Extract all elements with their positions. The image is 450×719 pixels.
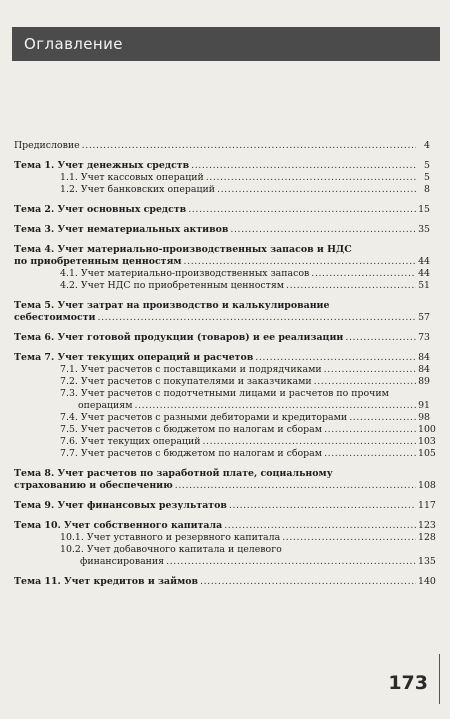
dot-leader: [184, 256, 416, 268]
toc-page-number: 91: [418, 400, 430, 411]
toc-page-number: 8: [424, 184, 430, 195]
toc-subentry[interactable]: [14, 268, 430, 280]
dot-leader: [314, 376, 416, 388]
dot-leader: [188, 204, 416, 216]
toc-entry-title: Тема 5. Учет затрат на производство и калькулирование: [14, 300, 330, 311]
toc-page-number: 44: [418, 268, 430, 279]
toc-entry[interactable]: [14, 500, 436, 512]
dot-leader: [82, 140, 416, 152]
toc-entry-title: страхованию и обеспечению: [14, 480, 173, 491]
toc-entry-title: Тема 1. Учет денежных средств: [14, 160, 190, 171]
toc-entry-title: 7.7. Учет расчетов с бюджетом по налогам и сборам: [60, 448, 323, 459]
dot-leader: [175, 480, 416, 492]
dot-leader: [229, 500, 416, 512]
toc-page-number: 98: [418, 412, 430, 423]
toc-entry-title: 4.2. Учет НДС по приобретенным ценностям: [60, 280, 285, 291]
toc-entry-title: 4.1. Учет материально-производственных запасов: [60, 268, 310, 279]
toc-entry-title: Тема 9. Учет финансовых результатов: [14, 500, 227, 511]
toc-page-number: 51: [418, 280, 430, 291]
toc-page-number: 35: [418, 224, 430, 235]
toc-entry-title: 10.1. Учет уставного и резервного капитала: [60, 532, 281, 543]
dot-leader: [324, 364, 416, 376]
toc-page-number: 117: [418, 500, 436, 511]
toc-entry-title: Тема 11. Учет кредитов и займов: [14, 576, 198, 587]
toc-entry[interactable]: [14, 468, 436, 492]
dot-leader: [324, 424, 416, 436]
toc-title: Оглавление: [24, 35, 123, 53]
toc-entry-title: Тема 7. Учет текущих операций и расчетов: [14, 352, 254, 363]
toc-subentry[interactable]: [14, 544, 436, 568]
dot-leader: [97, 312, 416, 324]
toc-entry-title: себестоимости: [14, 312, 96, 323]
toc-entry[interactable]: [14, 300, 430, 324]
dot-leader: [224, 520, 416, 532]
toc-page-number: 44: [418, 256, 430, 267]
toc-entry-title: Тема 6. Учет готовой продукции (товаров) и ее реализации: [14, 332, 344, 343]
dot-leader: [286, 280, 416, 292]
table-of-contents: [14, 140, 436, 588]
dot-leader: [200, 576, 416, 588]
toc-subentry[interactable]: [14, 532, 436, 544]
toc-entry-title: 1.1. Учет кассовых операций: [60, 172, 204, 183]
dot-leader: [345, 332, 416, 344]
dot-leader: [282, 532, 416, 544]
toc-entry-title: 7.4. Учет расчетов с разными дебиторами и кредиторами: [60, 412, 348, 423]
dot-leader: [324, 448, 416, 460]
toc-entry[interactable]: [14, 224, 430, 236]
toc-page-number: 105: [418, 448, 436, 459]
dot-leader: [311, 268, 416, 280]
dot-leader: [230, 224, 416, 236]
toc-subentry[interactable]: [14, 364, 430, 376]
toc-page-number: 128: [418, 532, 436, 543]
toc-page-number: 84: [418, 364, 430, 375]
dot-leader: [349, 412, 416, 424]
toc-entry-title: Тема 8. Учет расчетов по заработной плате, социальному: [14, 468, 333, 479]
toc-entry[interactable]: [14, 332, 430, 344]
toc-subentry[interactable]: [14, 280, 430, 292]
toc-page-number: 5: [424, 160, 430, 171]
dot-leader: [217, 184, 416, 196]
toc-entry-title: Тема 4. Учет материально-производственных запасов и НДС: [14, 244, 352, 255]
toc-page-number: 135: [418, 556, 436, 567]
dot-leader: [206, 172, 416, 184]
toc-entry-title: 7.5. Учет расчетов с бюджетом по налогам и сборам: [60, 424, 323, 435]
toc-entry-title: Тема 3. Учет нематериальных активов: [14, 224, 229, 235]
toc-entry-title: Тема 10. Учет собственного капитала: [14, 520, 223, 531]
dot-leader: [202, 436, 416, 448]
toc-entry-title: 7.3. Учет расчетов с подотчетными лицами и расчетов по прочим: [60, 388, 389, 399]
toc-subentry[interactable]: [14, 424, 436, 436]
toc-subentry[interactable]: [14, 412, 430, 424]
toc-page-number: 84: [418, 352, 430, 363]
toc-entry[interactable]: [14, 576, 436, 588]
toc-entry-title: 7.1. Учет расчетов с поставщиками и подрядчиками: [60, 364, 322, 375]
toc-entry[interactable]: [14, 140, 430, 152]
dot-leader: [255, 352, 416, 364]
toc-entry[interactable]: [14, 204, 430, 216]
toc-page-number: 4: [424, 140, 430, 151]
toc-subentry[interactable]: [14, 436, 436, 448]
toc-page-number: 100: [418, 424, 436, 435]
toc-entry[interactable]: [14, 244, 430, 268]
toc-page-number: 57: [418, 312, 430, 323]
toc-subentry[interactable]: [14, 184, 430, 196]
toc-page-number: 5: [424, 172, 430, 183]
page-number: 173: [388, 672, 428, 694]
toc-entry-title: финансирования: [80, 556, 165, 567]
toc-subentry[interactable]: [14, 172, 430, 184]
page-edge-rule: [439, 654, 441, 704]
toc-page-number: 103: [418, 436, 436, 447]
toc-page-number: 73: [418, 332, 430, 343]
toc-subentry[interactable]: [14, 448, 436, 460]
toc-entry-title: 7.6. Учет текущих операций: [60, 436, 201, 447]
toc-header: [12, 27, 440, 61]
toc-subentry[interactable]: [14, 376, 430, 388]
toc-page-number: 140: [418, 576, 436, 587]
toc-entry-title: операциям: [78, 400, 133, 411]
toc-page-number: 89: [418, 376, 430, 387]
toc-entry-title: по приобретенным ценностям: [14, 256, 182, 267]
dot-leader: [135, 400, 416, 412]
toc-entry[interactable]: [14, 352, 430, 364]
toc-page-number: 15: [418, 204, 430, 215]
toc-entry-title: 7.2. Учет расчетов с покупателями и заказчиками: [60, 376, 312, 387]
toc-entry-title: 1.2. Учет банковских операций: [60, 184, 216, 195]
toc-page-number: 123: [418, 520, 436, 531]
toc-subentry[interactable]: [14, 388, 430, 412]
dot-leader: [166, 556, 416, 568]
dot-leader: [191, 160, 416, 172]
toc-entry[interactable]: [14, 520, 436, 532]
toc-page-number: 108: [418, 480, 436, 491]
toc-entry-title: Тема 2. Учет основных средств: [14, 204, 187, 215]
toc-entry-title: Предисловие: [14, 140, 80, 151]
toc-entry-title: 10.2. Учет добавочного капитала и целевого: [60, 544, 282, 555]
toc-entry[interactable]: [14, 160, 430, 172]
